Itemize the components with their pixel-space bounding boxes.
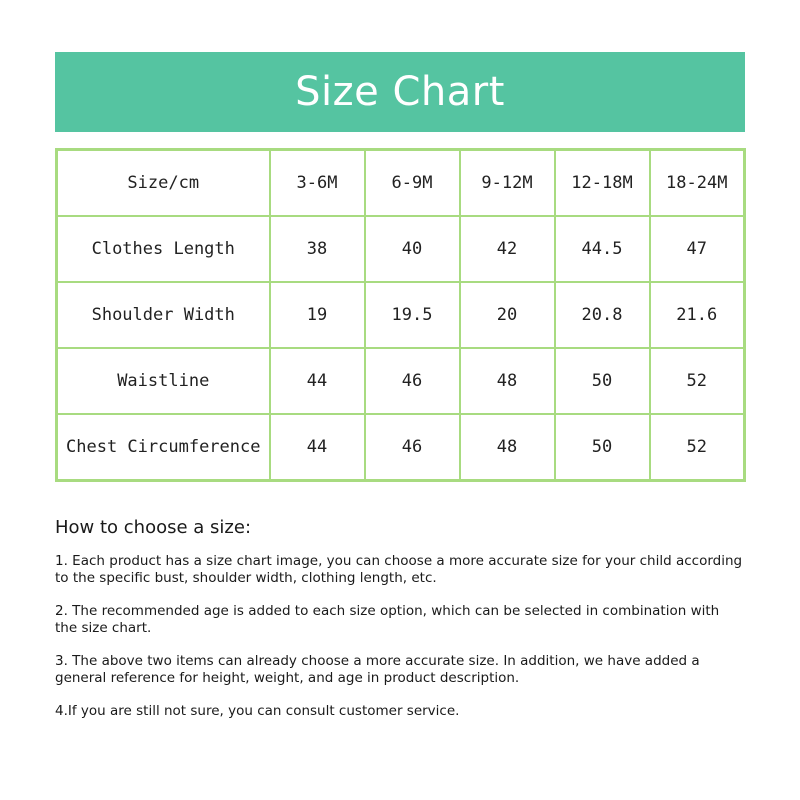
header-cell-12-18m: 12-18M bbox=[555, 150, 650, 217]
guide-item-1: 1. Each product has a size chart image, you can choose a more accurate size for your child according to the specific bust, shoulder width, clothing length, etc. bbox=[55, 553, 743, 586]
table-cell: 48 bbox=[460, 348, 555, 414]
table-cell: 48 bbox=[460, 414, 555, 481]
table-cell: 38 bbox=[270, 216, 365, 282]
header-cell-3-6m: 3-6M bbox=[270, 150, 365, 217]
table-cell: 44 bbox=[270, 348, 365, 414]
page-title: Size Chart bbox=[295, 69, 505, 115]
table-row-shoulder-width bbox=[57, 282, 745, 348]
table-row-chest-circumference bbox=[57, 414, 745, 481]
table-cell: 20 bbox=[460, 282, 555, 348]
table-cell: 52 bbox=[650, 414, 745, 481]
table-cell: 52 bbox=[650, 348, 745, 414]
row-label: Waistline bbox=[57, 348, 270, 414]
table-cell: 44 bbox=[270, 414, 365, 481]
size-chart-banner bbox=[55, 52, 745, 132]
row-label: Clothes Length bbox=[57, 216, 270, 282]
table-cell: 50 bbox=[555, 414, 650, 481]
table-row-clothes-length bbox=[57, 216, 745, 282]
header-cell-size: Size/cm bbox=[57, 150, 270, 217]
header-cell-18-24m: 18-24M bbox=[650, 150, 745, 217]
guide-item-4: 4.If you are still not sure, you can consult customer service. bbox=[55, 703, 460, 719]
table-row-waistline bbox=[57, 348, 745, 414]
guide-heading: How to choose a size: bbox=[55, 517, 252, 538]
table-cell: 19 bbox=[270, 282, 365, 348]
table-cell: 46 bbox=[365, 414, 460, 481]
row-label: Shoulder Width bbox=[57, 282, 270, 348]
guide-item-2: 2. The recommended age is added to each size option, which can be selected in combination with the size chart. bbox=[55, 603, 720, 636]
table-cell: 19.5 bbox=[365, 282, 460, 348]
table-cell: 44.5 bbox=[555, 216, 650, 282]
header-cell-6-9m: 6-9M bbox=[365, 150, 460, 217]
table-cell: 50 bbox=[555, 348, 650, 414]
table-cell: 40 bbox=[365, 216, 460, 282]
table-cell: 47 bbox=[650, 216, 745, 282]
size-table bbox=[55, 148, 746, 482]
table-cell: 42 bbox=[460, 216, 555, 282]
table-cell: 21.6 bbox=[650, 282, 745, 348]
size-guide bbox=[55, 517, 745, 736]
guide-item-3: 3. The above two items can already choose a more accurate size. In addition, we have added a general reference for height, weight, and age in product description. bbox=[55, 653, 700, 686]
header-cell-9-12m: 9-12M bbox=[460, 150, 555, 217]
table-cell: 46 bbox=[365, 348, 460, 414]
row-label: Chest Circumference bbox=[57, 414, 270, 481]
table-header-row bbox=[57, 150, 745, 217]
table-cell: 20.8 bbox=[555, 282, 650, 348]
